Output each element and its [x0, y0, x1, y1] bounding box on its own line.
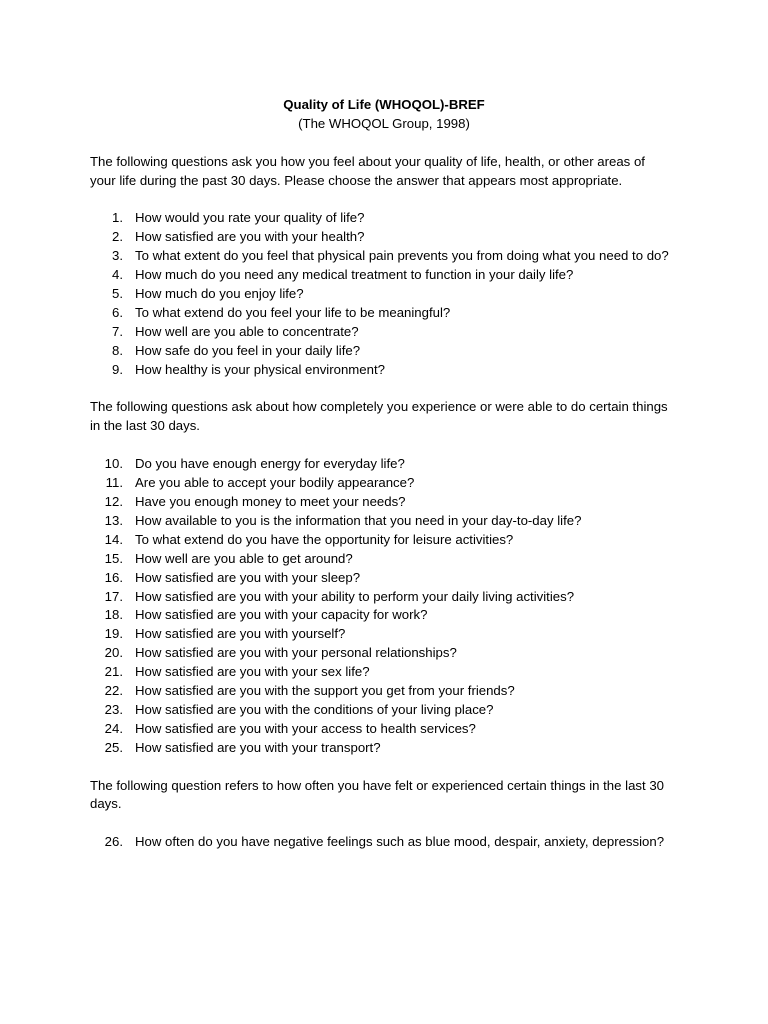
question-text: How often do you have negative feelings such as blue mood, despair, anxiety, depression?: [135, 834, 665, 850]
question-list: [90, 209, 678, 379]
question-text: How satisfied are you with your capacity for work?: [135, 607, 428, 623]
question-text: How healthy is your physical environment?: [135, 361, 385, 377]
question-number: 23.: [104, 701, 123, 717]
question-text: Have you enough money to meet your needs?: [135, 493, 406, 509]
question-text: To what extend do you feel your life to be meaningful?: [135, 304, 451, 320]
question-number: 20.: [104, 645, 123, 661]
question-text: To what extent do you feel that physical pain prevents you from doing what you need to do?: [135, 248, 669, 264]
question-list: [90, 455, 678, 758]
question-item: [90, 682, 678, 701]
question-number: 8.: [112, 342, 123, 358]
question-item: [90, 361, 678, 380]
question-item: [90, 739, 678, 758]
section-intro: The following questions ask you how you feel about your quality of life, health, or other areas of your life during the past 30 days. Please choose the answer that appears most appropriate.: [90, 153, 645, 188]
question-number: 24.: [104, 720, 123, 736]
question-item: [90, 625, 678, 644]
question-number: 6.: [112, 304, 123, 320]
question-number: 21.: [104, 664, 123, 680]
question-text: How satisfied are you with the support you get from your friends?: [135, 683, 515, 699]
question-number: 14.: [104, 531, 123, 547]
question-number: 16.: [104, 569, 123, 585]
question-text: How well are you able to get around?: [135, 550, 353, 566]
question-number: 13.: [104, 512, 123, 528]
question-item: [90, 663, 678, 682]
question-text: How satisfied are you with your ability to perform your daily living activities?: [135, 588, 575, 604]
question-text: To what extend do you have the opportunity for leisure activities?: [135, 531, 514, 547]
questionnaire-body: [90, 153, 678, 852]
question-item: [90, 720, 678, 739]
question-item: [90, 606, 678, 625]
question-number: 19.: [104, 626, 123, 642]
question-text: Do you have enough energy for everyday life?: [135, 456, 405, 472]
question-number: 22.: [104, 683, 123, 699]
question-text: How satisfied are you with yourself?: [135, 626, 346, 642]
question-text: How satisfied are you with your transport?: [135, 739, 381, 755]
document-title: Quality of Life (WHOQOL)-BREF: [283, 97, 485, 112]
question-item: [90, 209, 678, 228]
section-intro: The following questions ask about how completely you experience or were able to do certain things in the last 30 days.: [90, 399, 668, 434]
question-item: [90, 550, 678, 569]
question-text: How much do you need any medical treatment to function in your daily life?: [135, 267, 574, 283]
question-number: 11.: [105, 475, 123, 491]
question-item: [90, 342, 678, 361]
question-item: [90, 455, 678, 474]
question-text: How available to you is the information that you need in your day-to-day life?: [135, 512, 582, 528]
question-list: [90, 833, 678, 852]
question-number: 12.: [104, 493, 123, 509]
question-item: [90, 247, 678, 266]
question-number: 25.: [104, 739, 123, 755]
question-text: How satisfied are you with your sleep?: [135, 569, 361, 585]
question-item: [90, 588, 678, 607]
question-text: Are you able to accept your bodily appearance?: [135, 475, 415, 491]
question-item: [90, 833, 678, 852]
question-item: [90, 644, 678, 663]
question-item: [90, 228, 678, 247]
question-text: How well are you able to concentrate?: [135, 323, 359, 339]
question-item: [90, 323, 678, 342]
question-item: [90, 531, 678, 550]
question-number: 15.: [104, 550, 123, 566]
question-item: [90, 512, 678, 531]
question-number: 9.: [112, 361, 123, 377]
section-intro: The following question refers to how often you have felt or experienced certain things in the last 30 days.: [90, 777, 664, 812]
question-text: How would you rate your quality of life?: [135, 210, 365, 226]
question-item: [90, 266, 678, 285]
question-text: How much do you enjoy life?: [135, 286, 304, 302]
question-number: 18.: [104, 607, 123, 623]
question-number: 2.: [112, 229, 123, 245]
question-item: [90, 569, 678, 588]
question-number: 3.: [112, 248, 123, 264]
question-number: 1.: [112, 210, 123, 226]
question-number: 17.: [104, 588, 123, 604]
question-item: [90, 493, 678, 512]
question-number: 26.: [104, 834, 123, 850]
question-number: 5.: [112, 286, 123, 302]
question-item: [90, 304, 678, 323]
question-number: 7.: [112, 323, 123, 339]
question-text: How satisfied are you with your sex life?: [135, 664, 370, 680]
question-text: How satisfied are you with the conditions of your living place?: [135, 701, 494, 717]
question-text: How satisfied are you with your personal relationships?: [135, 645, 457, 661]
question-text: How safe do you feel in your daily life?: [135, 342, 361, 358]
document-subtitle: (The WHOQOL Group, 1998): [298, 115, 470, 131]
question-number: 10.: [104, 456, 123, 472]
question-item: [90, 701, 678, 720]
question-item: [90, 474, 678, 493]
question-item: [90, 285, 678, 304]
question-text: How satisfied are you with your health?: [135, 229, 365, 245]
question-number: 4.: [112, 267, 123, 283]
question-text: How satisfied are you with your access to health services?: [135, 720, 476, 736]
